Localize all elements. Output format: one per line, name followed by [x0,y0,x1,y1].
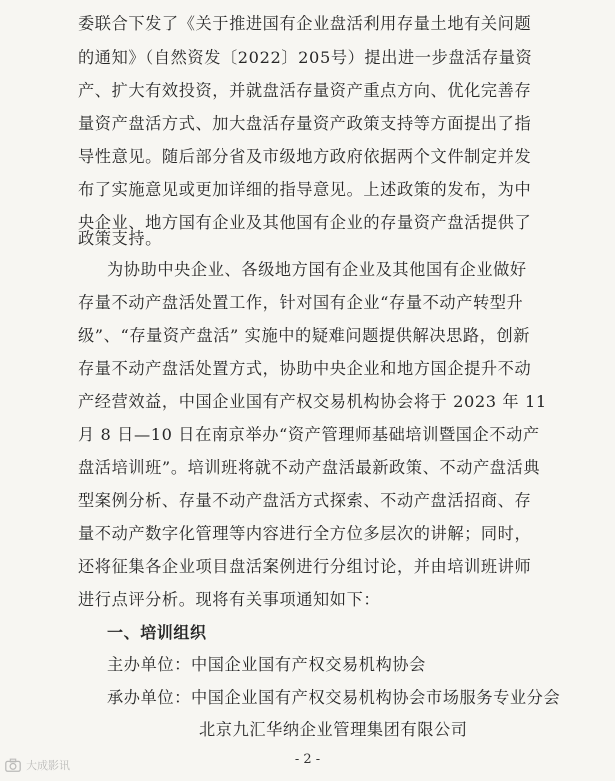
body-line: 盘活培训班”。培训班将就不动产盘活最新政策、不动产盘活典 [78,458,541,477]
co-organizer-value: 中国企业国有产权交易机构协会市场服务专业分会 [190,688,561,707]
co-organizer-value-line2: 北京九汇华纳企业管理集团有限公司 [199,720,468,739]
body-line: 政策支持。 [78,229,162,248]
co-organizer-label: 承办单位： [107,688,191,707]
body-line: 为协助中央企业、各级地方国有企业及其他国有企业做好 [107,260,527,279]
body-line: 还将征集各企业项目盘活案例进行分组讨论，并由培训班讲师 [78,557,532,576]
body-line: 进行点评分析。现将有关事项通知如下： [78,590,381,609]
body-line: 导性意见。随后部分省及市级地方政府依据两个文件制定并发 [78,147,532,166]
section-heading: 一、培训组织 [107,623,207,642]
organizer-value: 中国企业国有产权交易机构协会 [190,655,426,674]
body-line: 布了实施意见或更加详细的指导意见。上述政策的发布，为中 [78,180,532,199]
page-number: - 2 - [294,752,321,767]
body-line: 级”、“存量资产盘活” 实施中的疑难问题提供解决思路，创新 [78,326,531,345]
body-line: 存量不动产盘活处置工作，针对国有企业“存量不动产转型升 [78,293,524,312]
body-line: 型案例分析、存量不动产盘活方式探索、不动产盘活招商、存 [78,491,532,510]
organizer-row [107,652,426,678]
body-line: 存量不动产盘活处置方式，协助中央企业和地方国企提升不动 [78,359,532,378]
camera-icon [4,756,22,774]
body-line: 央企业、地方国有企业及其他国有企业的存量资产盘活提供了 [78,213,532,232]
watermark-text: 大成影讯 [26,759,70,772]
body-line: 产经营效益，中国企业国有产权交易机构协会将于 2023 年 11 [78,392,547,411]
body-line: 量资产盘活方式、加大盘活存量资产政策支持等方面提出了指 [78,114,532,133]
body-line: 的通知》（自然资发〔2022〕205号）提出进一步盘活存量资 [78,48,533,67]
organizer-label: 主办单位： [107,655,191,674]
body-line: 委联合下发了《关于推进国有企业盘活利用存量土地有关问题 [78,14,532,33]
co-organizer-row [107,685,560,711]
watermark [4,756,70,774]
body-line: 量不动产数字化管理等内容进行全方位多层次的讲解；同时， [78,524,532,543]
body-line: 月 8 日—10 日在南京举办“资产管理师基础培训暨国企不动产 [78,425,540,444]
body-line: 产、扩大有效投资，并就盘活存量资产重点方向、优化完善存 [78,81,532,100]
